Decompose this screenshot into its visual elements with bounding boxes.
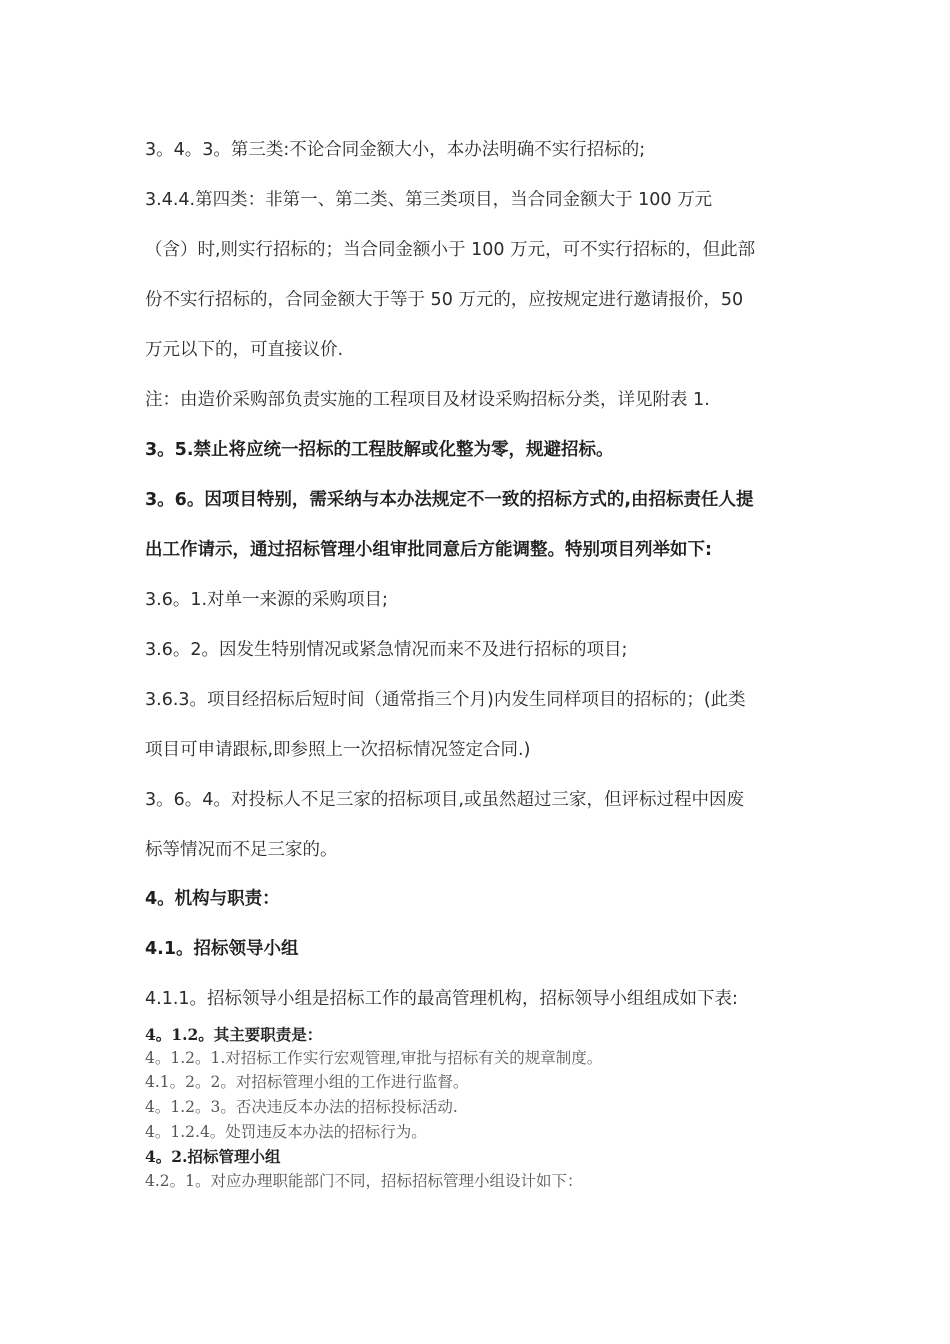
text-line-3-6-1: 3.6。1.对单一来源的采购项目; (145, 590, 388, 610)
text-line-3-6-3-cont: 项目可申请跟标,即参照上一次招标情况签定合同.) (145, 740, 531, 760)
heading-4: 4。机构与职责： (145, 889, 280, 909)
text-line-3-4-4: 3.4.4.第四类：非第一、第二类、第三类项目，当合同金额大于 100 万元 (145, 190, 713, 210)
text-line-3-6-4-cont: 标等情况而不足三家的。 (145, 840, 338, 860)
heading-3-6: 3。6。因项目特别，需采纳与本办法规定不一致的招标方式的,由招标责任人提 (145, 490, 754, 510)
text-line-4-1-2-2: 4.1。2。2。对招标管理小组的工作进行监督。 (145, 1073, 469, 1091)
text-line-3-4-4-cont-1: （含）时,则实行招标的；当合同金额小于 100 万元，可不实行招标的，但此部 (145, 240, 756, 260)
text-line-4-1-1: 4.1.1。招标领导小组是招标工作的最高管理机构，招标领导小组组成如下表: (145, 989, 738, 1009)
heading-3-5: 3。5.禁止将应统一招标的工程肢解或化整为零，规避招标。 (145, 440, 614, 460)
text-line-3-4-4-cont-2: 份不实行招标的，合同金额大于等于 50 万元的，应按规定进行邀请报价，50 (145, 290, 744, 310)
text-line-3-6-2: 3.6。2。因发生特别情况或紧急情况而来不及进行招标的项目; (145, 640, 628, 660)
note-line: 注：由造价采购部负责实施的工程项目及材设采购招标分类，详见附表 1. (145, 390, 710, 410)
text-line-4-2-1: 4.2。1。对应办理职能部门不同，招标招标管理小组设计如下： (145, 1172, 583, 1190)
heading-4-1-2: 4。1.2。其主要职责是： (145, 1025, 323, 1044)
text-line-3-4-3: 3。4。3。第三类:不论合同金额大小，本办法明确不实行招标的; (145, 140, 646, 160)
text-line-4-1-2-1: 4。1.2。1.对招标工作实行宏观管理,审批与招标有关的规章制度。 (145, 1049, 603, 1067)
text-line-4-1-2-3: 4。1.2。3。否决违反本办法的招标投标活动. (145, 1098, 458, 1116)
text-line-4-1-2-4: 4。1.2.4。处罚违反本办法的招标行为。 (145, 1123, 427, 1141)
heading-4-2: 4。2.招标管理小组 (145, 1147, 281, 1166)
text-line-3-6-3: 3.6.3。项目经招标后短时间（通常指三个月)内发生同样项目的招标的；(此类 (145, 690, 746, 710)
text-line-3-6-4: 3。6。4。对投标人不足三家的招标项目,或虽然超过三家，但评标过程中因废 (145, 790, 744, 810)
text-line-3-4-4-cont-3: 万元以下的，可直接议价. (145, 340, 344, 360)
heading-4-1: 4.1。招标领导小组 (145, 939, 299, 959)
heading-3-6-cont: 出工作请示，通过招标管理小组审批同意后方能调整。特别项目列举如下: (145, 540, 712, 560)
